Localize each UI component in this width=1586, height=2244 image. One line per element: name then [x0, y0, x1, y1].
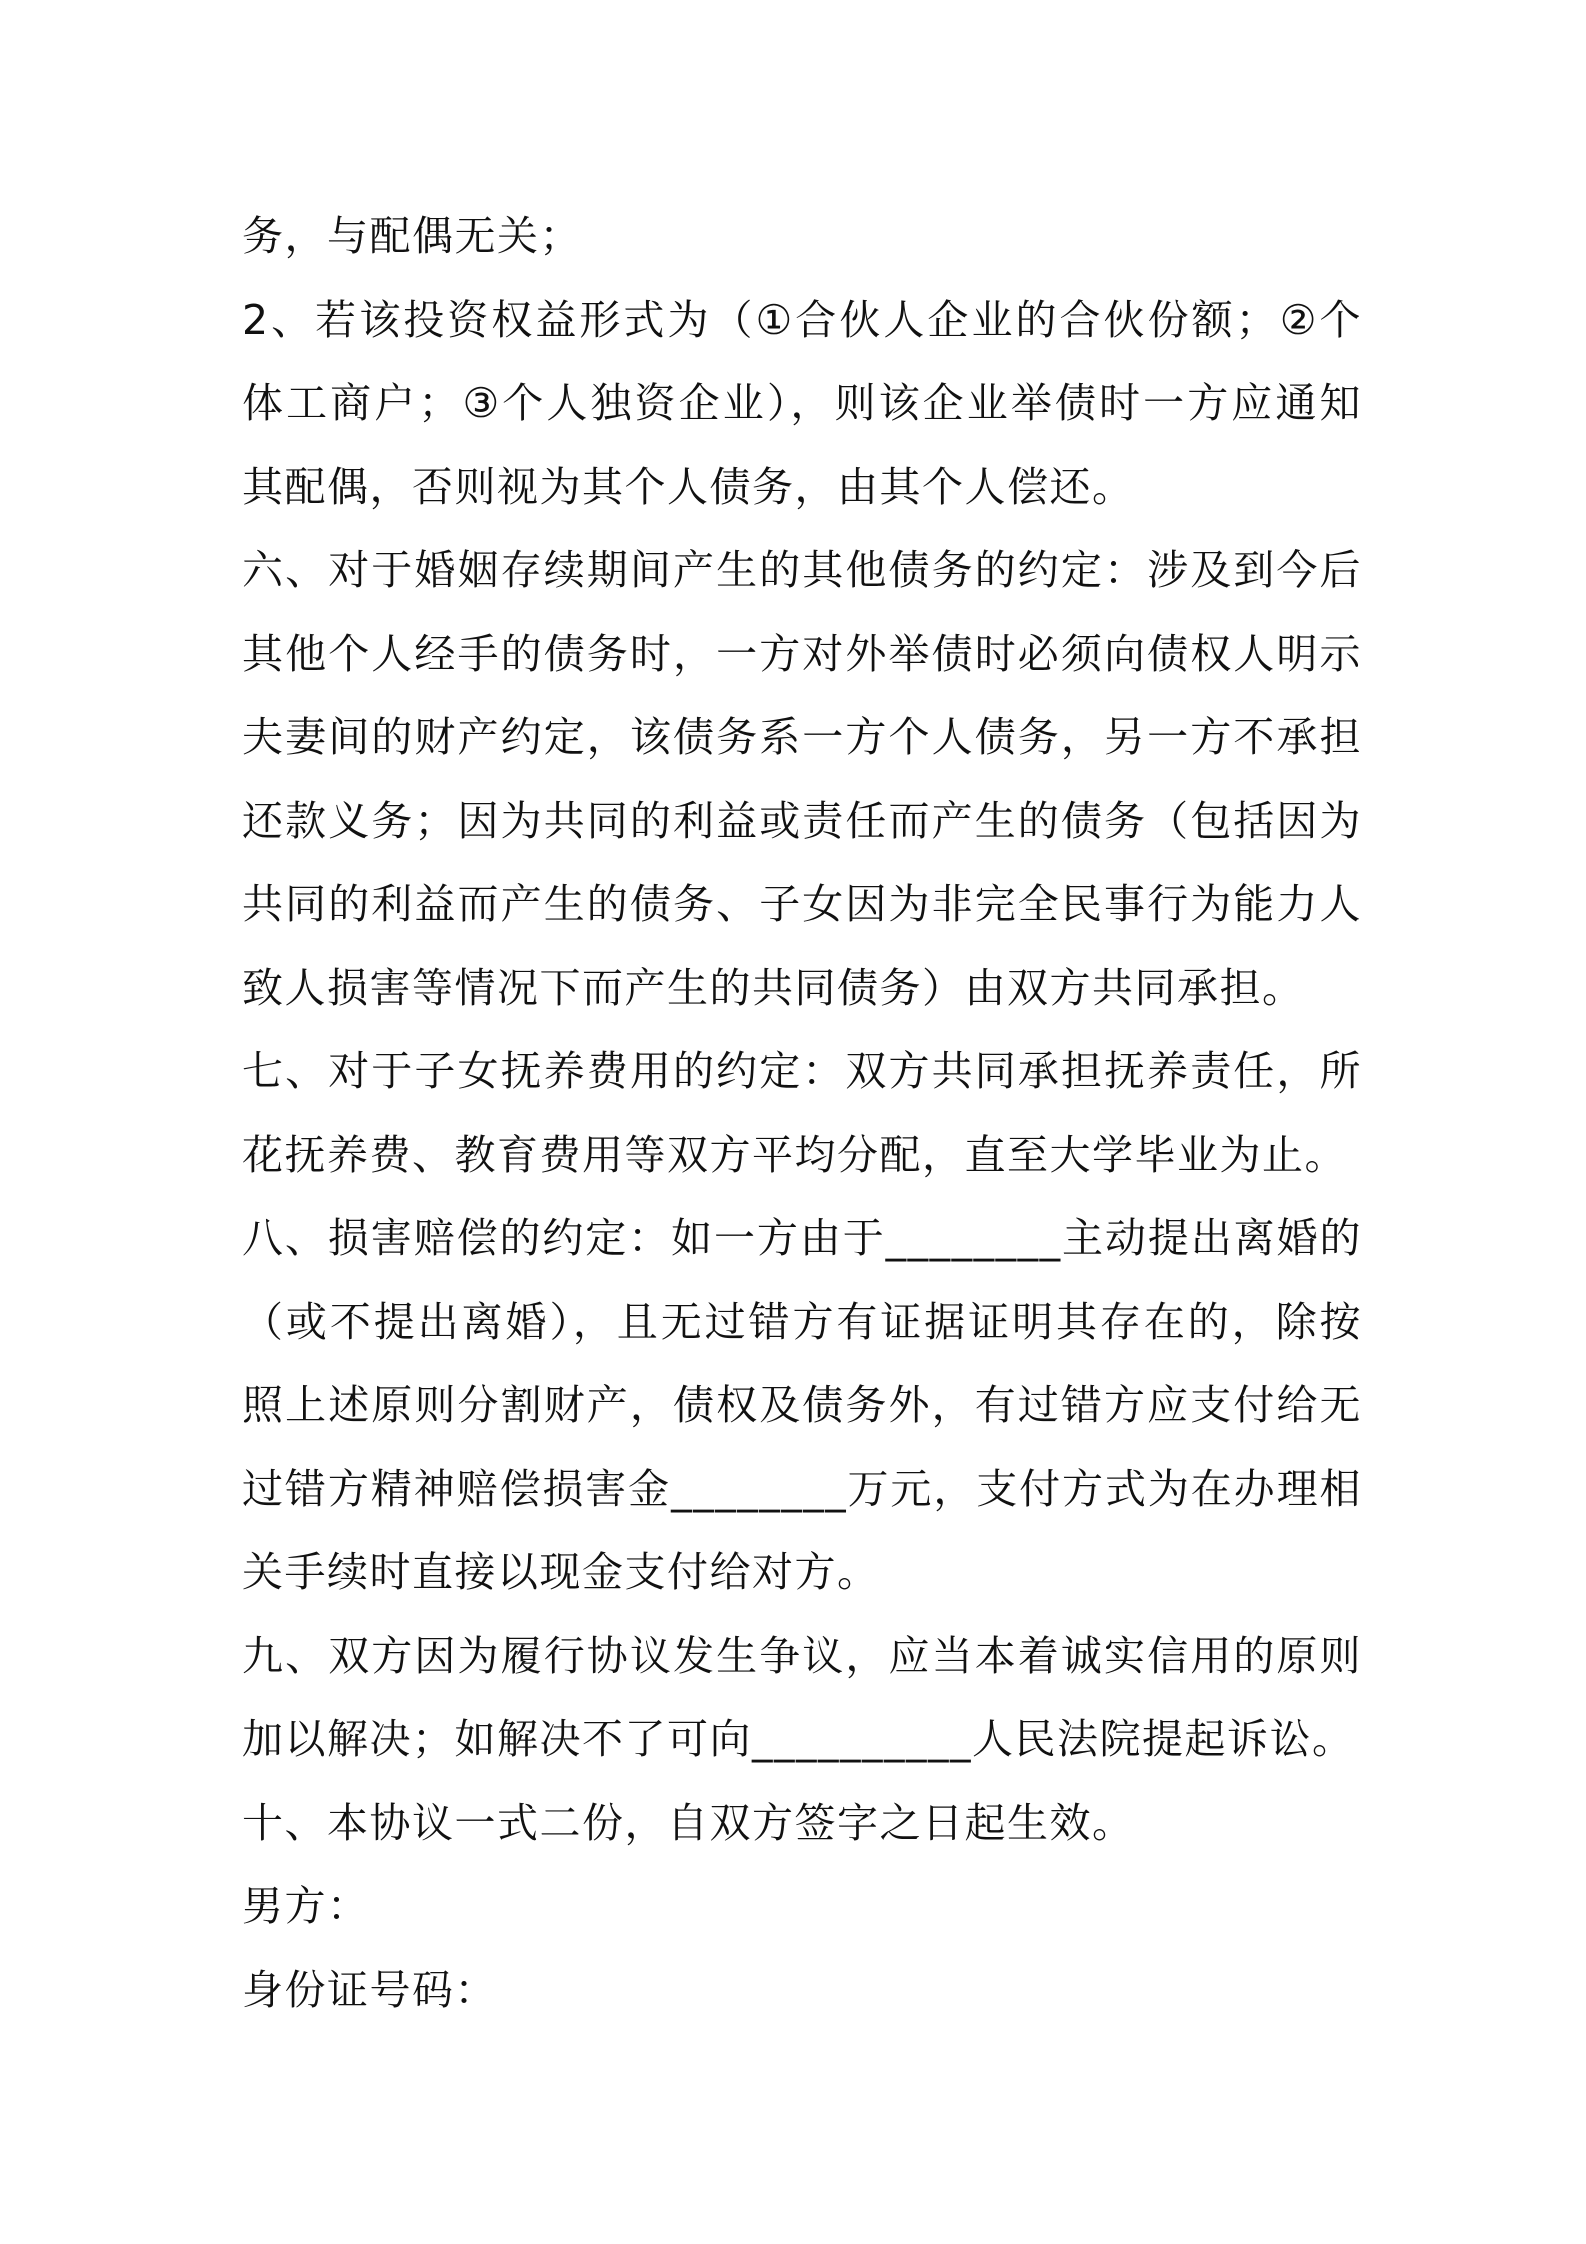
paragraph-child-support: 七、对于子女抚养费用的约定：双方共同承担抚养责任，所花抚养费、教育费用等双方平均分配，直至大学毕业为止。: [242, 1047, 1362, 1179]
paragraph-damages: 八、损害赔偿的约定：如一方由于________主动提出离婚的（或不提出离婚），且无过错方有证据证明其存在的，除按照上述原则分割财产，债权及债务外，有过错方应支付给无过错方精神赔偿损害金________万元，支付方式为在办理相关手续时直接以现金支付给对方。: [242, 1214, 1362, 1596]
paragraph-investment-debt: 2、若该投资权益形式为（①合伙人企业的合伙份额；②个体工商户；③个人独资企业），则该企业举债时一方应通知其配偶，否则视为其个人债务，由其个人偿还。: [242, 295, 1362, 511]
paragraph-other-debts: 六、对于婚姻存续期间产生的其他债务的约定：涉及到今后其他个人经手的债务时，一方对外举债时必须向债权人明示夫妻间的财产约定，该债务系一方个人债务，另一方不承担还款义务；因为共同的利益或责任而产生的债务（包括因为共同的利益而产生的债务、子女因为非完全民事行为能力人致人损害等情况下而产生的共同债务）由双方共同承担。: [242, 546, 1362, 1012]
id-number-label: 身份证号码：: [242, 1965, 497, 2014]
paragraph-dispute-resolution: 九、双方因为履行协议发生争议，应当本着诚实信用的原则加以解决；如解决不了可向__________人民法院提起诉讼。: [242, 1631, 1362, 1763]
document-body: [242, 195, 1362, 2032]
signature-male-party-label: 男方：: [242, 1882, 370, 1930]
paragraph-debt-continuation: 务，与配偶无关；: [242, 212, 582, 260]
paragraph-effectiveness: 十、本协议一式二份，自双方签字之日起生效。: [242, 1798, 1135, 1847]
